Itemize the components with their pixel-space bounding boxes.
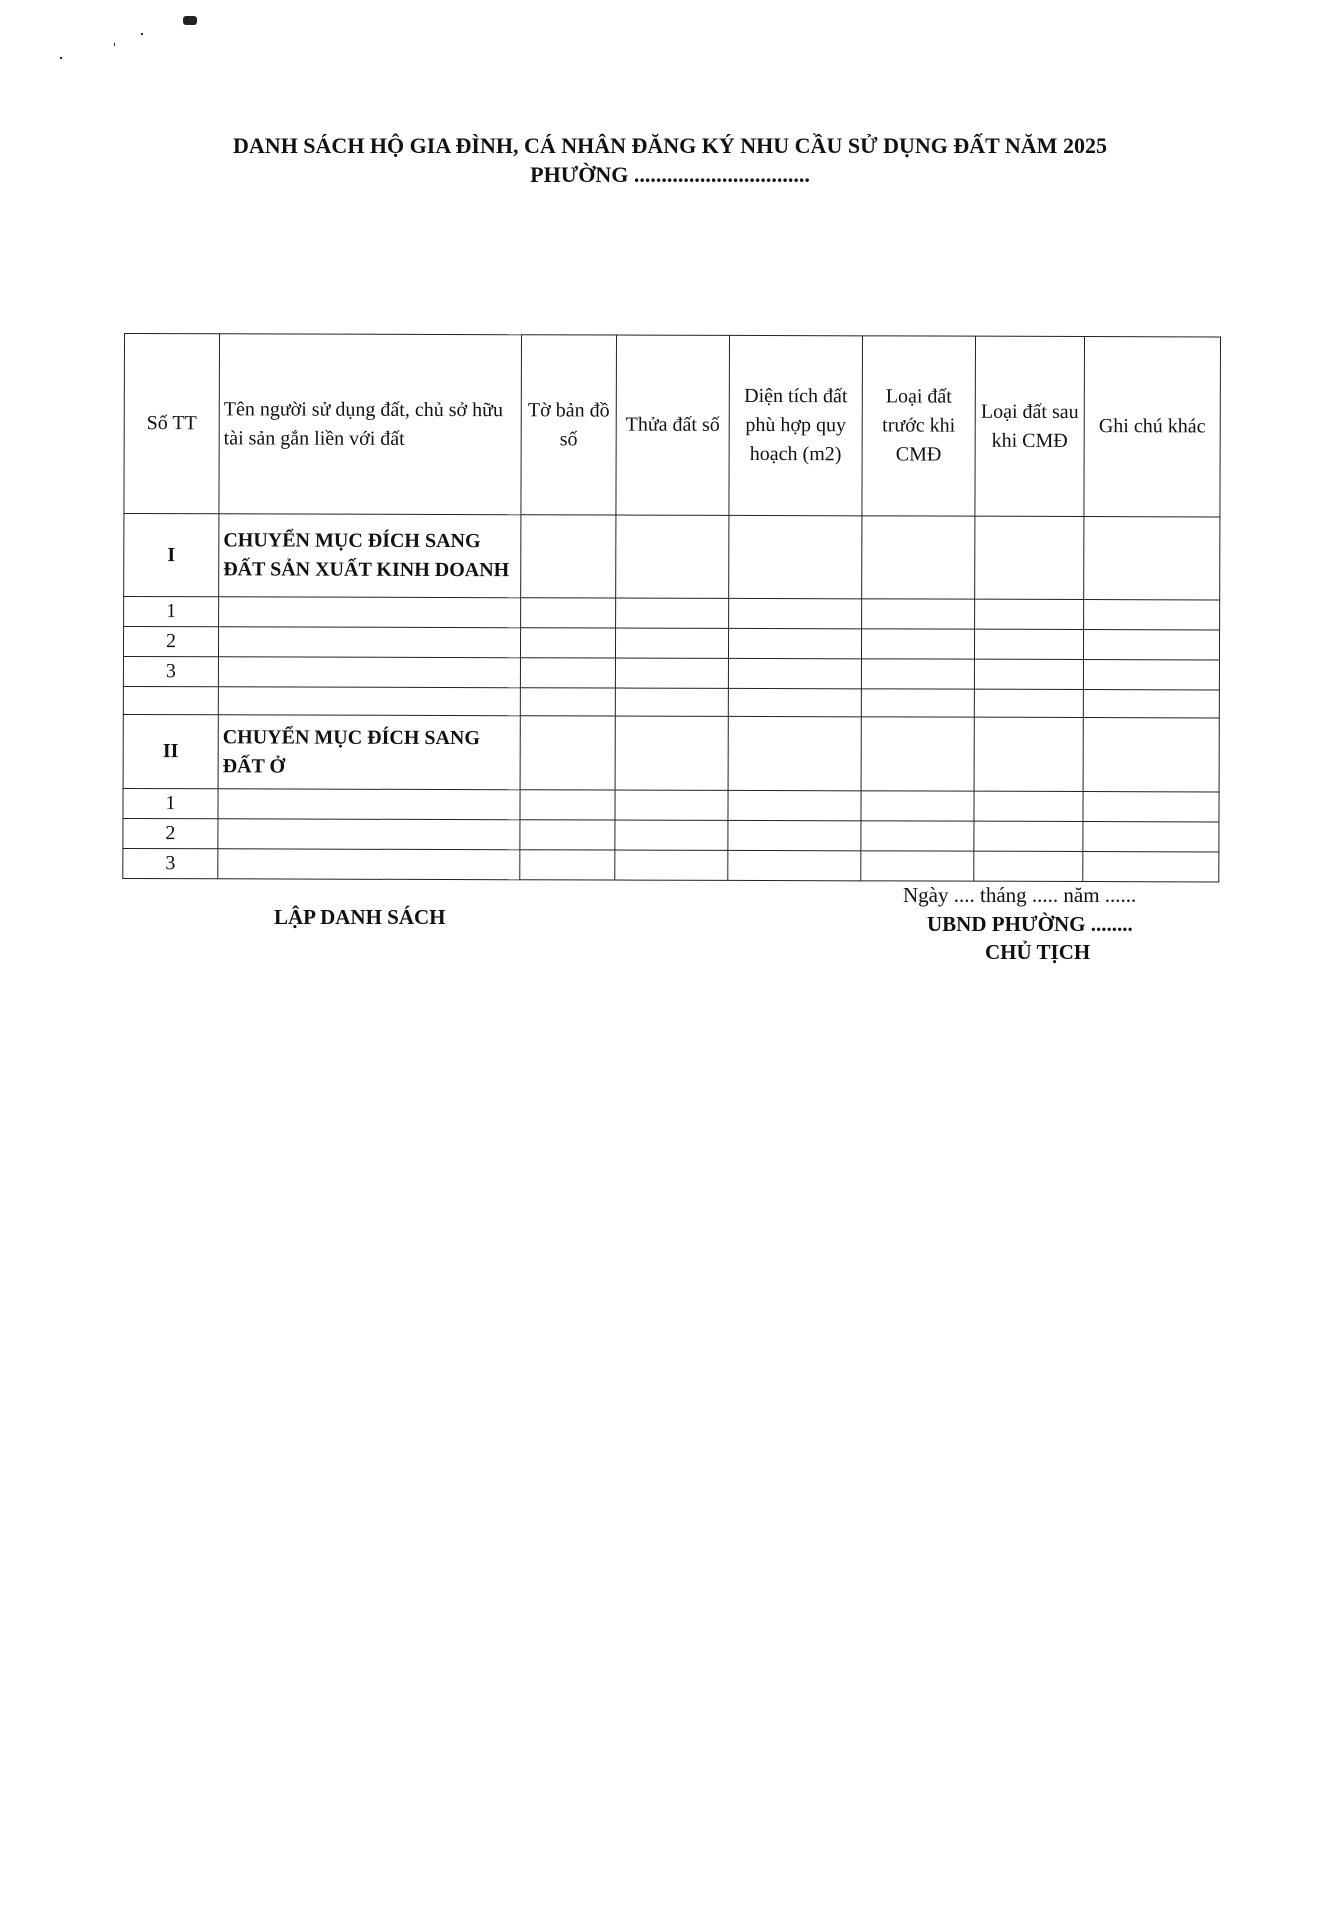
document-title: DANH SÁCH HỘ GIA ĐÌNH, CÁ NHÂN ĐĂNG KÝ NHU CẦU SỬ DỤNG ĐẤT NĂM 2025 (233, 133, 1107, 158)
section-row (123, 714, 1219, 791)
header-stt: Số TT (124, 334, 220, 514)
row-number: 1 (124, 597, 219, 627)
header-land-before: Loại đất trước khi CMĐ (862, 336, 976, 516)
row-number: 2 (123, 627, 218, 657)
table-row (123, 657, 1219, 690)
table-row (124, 597, 1220, 630)
header-row (124, 334, 1221, 517)
scan-speck (183, 16, 197, 25)
row-number: 3 (123, 848, 218, 878)
row-number: 1 (123, 788, 218, 818)
document-subtitle: PHƯỜNG ................................ (530, 162, 810, 187)
registration-table (122, 333, 1221, 882)
section-number: II (123, 714, 218, 788)
header-area: Diện tích đất phù hợp quy hoạch (m2) (729, 335, 863, 515)
committee-label: UBND PHƯỜNG ........ (927, 912, 1133, 936)
chairman-label: CHỦ TỊCH (985, 940, 1091, 964)
blank-row (123, 686, 1219, 717)
header-parcel: Thửa đất số (616, 335, 730, 515)
row-number: 2 (123, 818, 218, 848)
section-label: CHUYỂN MỤC ĐÍCH SANG ĐẤT SẢN XUẤT KINH DOANH (219, 514, 521, 598)
list-preparer-label: LẬP DANH SÁCH (274, 905, 446, 929)
section-label: CHUYỂN MỤC ĐÍCH SANG ĐẤT Ở (218, 715, 520, 790)
scan-speck (114, 43, 115, 46)
row-number: 3 (123, 657, 218, 687)
section-row (124, 514, 1220, 600)
header-land-after: Loại đất sau khi CMĐ (975, 336, 1085, 516)
header-notes: Ghi chú khác (1084, 337, 1221, 517)
header-owner-name: Tên người sử dụng đất, chủ sở hữu tài sản gắn liền với đất (219, 334, 522, 515)
table-row (123, 818, 1219, 851)
table-row (123, 788, 1219, 821)
scan-speck (60, 57, 62, 59)
table-row (123, 627, 1219, 660)
table-row (123, 848, 1219, 881)
header-map-sheet: Tờ bản đồ số (521, 335, 617, 515)
section-number: I (124, 514, 219, 597)
scan-speck (141, 33, 143, 35)
date-line: Ngày .... tháng ..... năm ...... (903, 883, 1137, 907)
